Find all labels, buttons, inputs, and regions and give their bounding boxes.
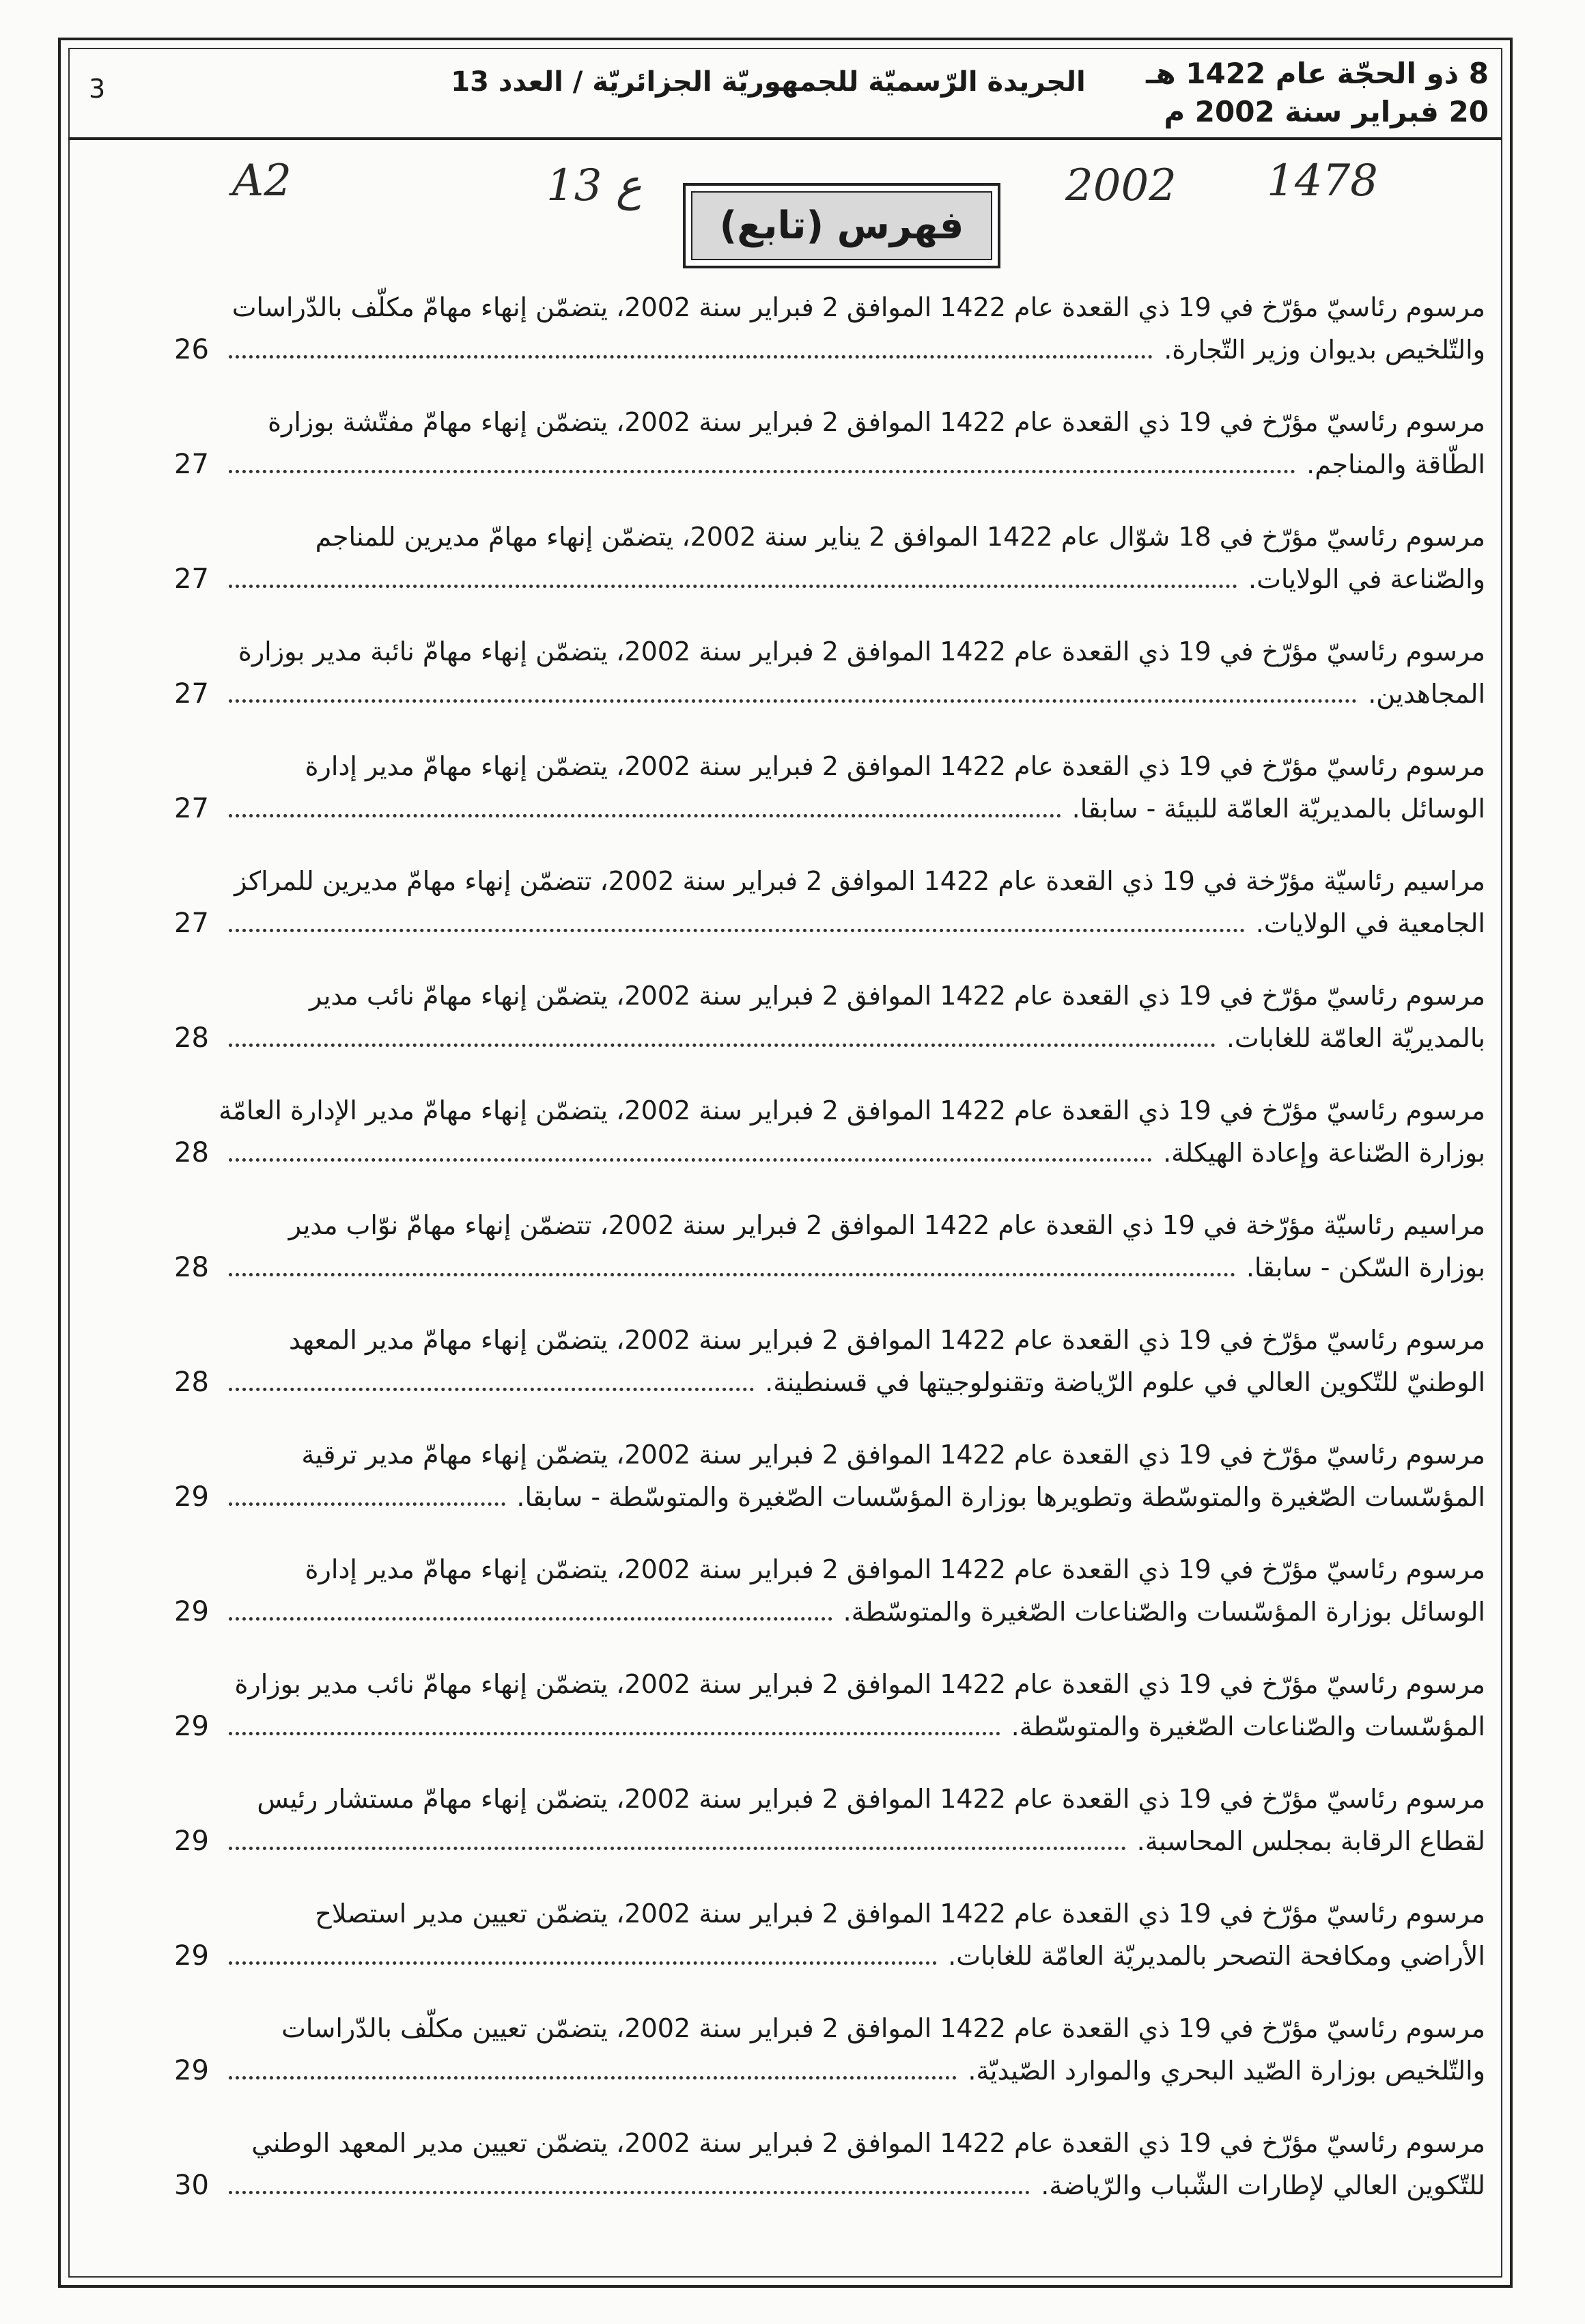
entry-page-number: 30: [174, 2170, 209, 2201]
entry-text-line2: [174, 2165, 1485, 2206]
index-entry: [174, 2008, 1485, 2123]
page-header: [68, 48, 1502, 140]
entry-text-line2: [174, 1132, 1485, 1173]
entry-page-number: 27: [174, 563, 209, 595]
entry-text-line2: [174, 1935, 1485, 1976]
header-dates: [1146, 55, 1489, 131]
header-date-gregorian: 20 فبراير سنة 2002 م: [1164, 95, 1489, 128]
entry-text-line2-label: الجامعية في الولايات.: [1252, 908, 1485, 938]
entry-text-line2: [174, 559, 1485, 600]
entry-text-line2-label: والصّناعة في الولايات.: [1244, 564, 1485, 594]
entry-text-line2-label: والتّلخيص بديوان وزير التّجارة.: [1160, 335, 1485, 365]
header-page-number: 3: [89, 74, 106, 104]
entry-text-line2-label: الأراضي ومكافحة التصحر بالمديريّة العامّة للغابات.: [944, 1941, 1485, 1971]
entry-text-line2: [174, 903, 1485, 944]
entry-page-number: 27: [174, 678, 209, 710]
entry-text-line1: مرسوم رئاسيّ مؤرّخ في 19 ذي القعدة عام 1422 الموافق 2 فبراير سنة 2002، يتضمّن إنهاء مهامّ نائب مدير بوزارة: [234, 1669, 1485, 1699]
entry-text-line2-label: لقطاع الرقابة بمجلس المحاسبة.: [1133, 1826, 1485, 1856]
entry-text-line1: مرسوم رئاسيّ مؤرّخ في 19 ذي القعدة عام 1422 الموافق 2 فبراير سنة 2002، يتضمّن إنهاء مهامّ مفتّشة بوزارة: [268, 407, 1485, 437]
entry-text-line2-label: المؤسّسات والصّناعات الصّغيرة والمتوسّطة.: [1007, 1711, 1485, 1741]
entry-text-line1: مرسوم رئاسيّ مؤرّخ في 19 ذي القعدة عام 1422 الموافق 2 فبراير سنة 2002، يتضمّن إنهاء مهامّ مكلّف بالدّراسات: [232, 292, 1485, 322]
entry-text-line2-label: المجاهدين.: [1364, 679, 1485, 709]
index-entries: [174, 287, 1485, 2237]
entry-page-number: 29: [174, 1711, 209, 1742]
entry-text-line1: مرسوم رئاسيّ مؤرّخ في 19 ذي القعدة عام 1422 الموافق 2 فبراير سنة 2002، يتضمّن إنهاء مهامّ مستشار رئيس: [257, 1784, 1485, 1814]
entry-page-number: 26: [174, 334, 209, 365]
entry-text-line2-label: المؤسّسات الصّغيرة والمتوسّطة وتطويرها بوزارة المؤسّسات الصّغيرة والمتوسّطة - سابقا.: [512, 1482, 1485, 1512]
entry-page-number: 27: [174, 908, 209, 939]
entry-text-line1: مرسوم رئاسيّ مؤرّخ في 19 ذي القعدة عام 1422 الموافق 2 فبراير سنة 2002، يتضمّن إنهاء مهامّ نائبة مدير بوزارة: [238, 636, 1485, 667]
handwritten-year: 2002: [1065, 160, 1177, 211]
entry-text-line2-label: بالمديريّة العامّة للغابات.: [1222, 1023, 1485, 1053]
entry-text-line1: مرسوم رئاسيّ مؤرّخ في 18 شوّال عام 1422 الموافق 2 يناير سنة 2002، يتضمّن إنهاء مهامّ مديرين للمناجم: [315, 522, 1485, 552]
index-entry: [174, 516, 1485, 631]
entry-page-number: 28: [174, 1137, 209, 1168]
entry-text-line2: [174, 1591, 1485, 1632]
index-entry: [174, 860, 1485, 975]
entry-text-line2-label: بوزارة السّكن - سابقا.: [1242, 1252, 1485, 1283]
index-entry: [174, 746, 1485, 860]
entry-text-line1: مراسيم رئاسيّة مؤرّخة في 19 ذي القعدة عام 1422 الموافق 2 فبراير سنة 2002، تتضمّن إنهاء مهامّ نوّاب مدير: [288, 1210, 1485, 1240]
entry-text-line1: مرسوم رئاسيّ مؤرّخ في 19 ذي القعدة عام 1422 الموافق 2 فبراير سنة 2002، يتضمّن إنهاء مهامّ مدير المعهد: [289, 1325, 1485, 1355]
index-title: فهرس (تابع): [691, 191, 992, 260]
entry-text-line1: مراسيم رئاسيّة مؤرّخة في 19 ذي القعدة عام 1422 الموافق 2 فبراير سنة 2002، تتضمّن إنهاء مهامّ مديرين للمراكز: [234, 866, 1485, 896]
entry-page-number: 27: [174, 793, 209, 824]
index-entry: [174, 1319, 1485, 1434]
entry-text-line1: مرسوم رئاسيّ مؤرّخ في 19 ذي القعدة عام 1422 الموافق 2 فبراير سنة 2002، يتضمّن تعيين مدير المعهد الوطني: [251, 2128, 1485, 2158]
entry-page-number: 29: [174, 1825, 209, 1857]
entry-page-number: 28: [174, 1367, 209, 1398]
index-entry: [174, 1434, 1485, 1549]
entry-text-line1: مرسوم رئاسيّ مؤرّخ في 19 ذي القعدة عام 1422 الموافق 2 فبراير سنة 2002، يتضمّن إنهاء مهامّ مدير ترقية: [301, 1440, 1485, 1470]
index-entry: [174, 1205, 1485, 1319]
handwritten-issue: 13 ع: [546, 160, 642, 211]
entry-page-number: 29: [174, 1481, 209, 1513]
entry-text-line2-label: للتّكوين العالي لإطارات الشّباب والرّياضة.: [1037, 2170, 1485, 2200]
entry-text-line2-label: الوسائل بالمديريّة العامّة للبيئة - سابقا.: [1068, 794, 1485, 824]
entry-text-line1: مرسوم رئاسيّ مؤرّخ في 19 ذي القعدة عام 1422 الموافق 2 فبراير سنة 2002، يتضمّن إنهاء مهامّ مدير إدارة: [305, 1554, 1485, 1584]
entry-text-line1: مرسوم رئاسيّ مؤرّخ في 19 ذي القعدة عام 1422 الموافق 2 فبراير سنة 2002، يتضمّن إنهاء مهامّ نائب مدير: [309, 981, 1485, 1011]
entry-page-number: 28: [174, 1022, 209, 1054]
entry-page-number: 27: [174, 449, 209, 480]
entry-text-line2: [174, 2050, 1485, 2091]
entry-page-number: 28: [174, 1252, 209, 1283]
entry-text-line2: [174, 1706, 1485, 1747]
index-entry: [174, 1778, 1485, 1893]
entry-text-line2: [174, 444, 1485, 485]
index-entry: [174, 287, 1485, 402]
index-entry: [174, 1549, 1485, 1664]
entry-text-line2: [174, 1821, 1485, 1862]
entry-text-line1: مرسوم رئاسيّ مؤرّخ في 19 ذي القعدة عام 1422 الموافق 2 فبراير سنة 2002، يتضمّن تعيين مدير استصلاح: [315, 1899, 1485, 1929]
entry-text-line2: [174, 1247, 1485, 1288]
entry-text-line2-label: الوطنيّ للتّكوين العالي في علوم الرّياضة وتقنولوجيتها في قسنطينة.: [761, 1367, 1485, 1397]
index-title-box: [683, 183, 1000, 268]
index-entry: [174, 2123, 1485, 2237]
handwritten-number: 1478: [1267, 156, 1378, 206]
entry-text-line1: مرسوم رئاسيّ مؤرّخ في 19 ذي القعدة عام 1422 الموافق 2 فبراير سنة 2002، يتضمّن تعيين مكلّف بالدّراسات: [281, 2013, 1485, 2043]
entry-text-line2-label: والتّلخيص بوزارة الصّيد البحري والموارد الصّيديّة.: [964, 2056, 1485, 2086]
index-entry: [174, 1664, 1485, 1778]
entry-text-line2: [174, 1362, 1485, 1403]
entry-text-line1: مرسوم رئاسيّ مؤرّخ في 19 ذي القعدة عام 1422 الموافق 2 فبراير سنة 2002، يتضمّن إنهاء مهامّ مدير إدارة: [305, 751, 1485, 781]
header-title: الجريدة الرّسميّة للجمهوريّة الجزائريّة / العدد 13: [451, 66, 1086, 98]
entry-page-number: 29: [174, 1596, 209, 1627]
handwritten-a2: A2: [232, 156, 292, 206]
entry-text-line2: [174, 329, 1485, 370]
entry-page-number: 29: [174, 2055, 209, 2086]
entry-page-number: 29: [174, 1940, 209, 1972]
index-entry: [174, 1893, 1485, 2008]
entry-text-line1: مرسوم رئاسيّ مؤرّخ في 19 ذي القعدة عام 1422 الموافق 2 فبراير سنة 2002، يتضمّن إنهاء مهامّ مدير الإدارة العامّة: [219, 1095, 1485, 1125]
entry-text-line2: [174, 788, 1485, 829]
index-entry: [174, 1090, 1485, 1205]
index-entry: [174, 402, 1485, 516]
entry-text-line2-label: بوزارة الصّناعة وإعادة الهيكلة.: [1159, 1138, 1485, 1168]
entry-text-line2: [174, 1476, 1485, 1517]
entry-text-line2: [174, 1018, 1485, 1059]
entry-text-line2: [174, 673, 1485, 714]
entry-text-line2-label: الوسائل بوزارة المؤسّسات والصّناعات الصّغيرة والمتوسّطة.: [839, 1597, 1485, 1627]
index-entry: [174, 631, 1485, 746]
header-date-hijri: 8 ذو الحجّة عام 1422 هـ: [1146, 57, 1489, 90]
index-entry: [174, 975, 1485, 1090]
entry-text-line2-label: الطّاقة والمناجم.: [1302, 449, 1485, 479]
